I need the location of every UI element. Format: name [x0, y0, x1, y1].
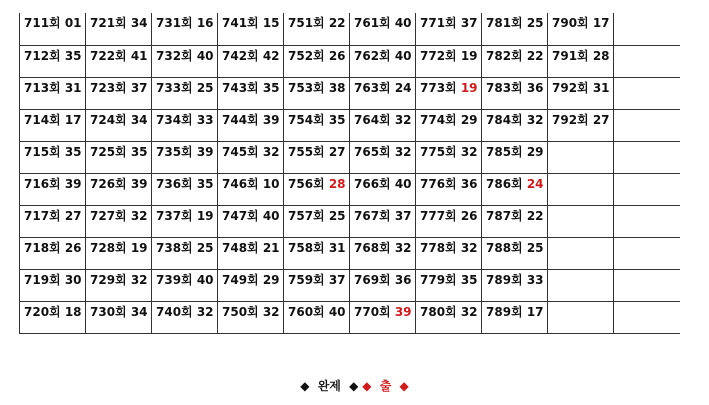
table-cell: [614, 173, 680, 205]
round-label: 743회: [222, 80, 263, 95]
round-value: 40: [196, 272, 214, 287]
round-label: 782회: [486, 48, 527, 63]
table-cell: [218, 173, 284, 205]
round-label: 729회: [90, 272, 131, 287]
table-cell: [218, 13, 284, 45]
round-label: 754회: [288, 112, 329, 127]
table-cell: [218, 109, 284, 141]
round-value: 27: [64, 208, 82, 223]
round-label: 720회: [24, 304, 65, 319]
red-diamond-icon: ◆: [399, 379, 409, 393]
table-cell: [614, 269, 680, 301]
table-cell: [152, 109, 218, 141]
table-cell: [482, 205, 548, 237]
round-value: 37: [130, 80, 148, 95]
round-value: 32: [460, 144, 478, 159]
round-label: 748회: [222, 240, 263, 255]
round-label: 761회: [354, 16, 395, 30]
table-cell: [482, 269, 548, 301]
table-cell: [614, 109, 680, 141]
round-label: 749회: [222, 272, 263, 287]
table-cell: [218, 205, 284, 237]
round-label: 758회: [288, 240, 329, 255]
round-value: 38: [328, 80, 346, 95]
round-label: 755회: [288, 144, 329, 159]
table-cell: [20, 13, 86, 45]
table-cell: [86, 205, 152, 237]
round-value: 16: [196, 16, 214, 30]
round-label: 726회: [90, 176, 131, 191]
round-value: 32: [262, 304, 280, 319]
table-cell: [86, 269, 152, 301]
round-label: 740회: [156, 304, 197, 319]
round-label: 786회: [486, 176, 527, 191]
round-label: 721회: [90, 16, 131, 30]
table-cell: [20, 141, 86, 173]
round-value: 26: [328, 48, 346, 63]
table-cell: [20, 45, 86, 77]
round-value: 27: [592, 112, 610, 127]
round-value: 34: [130, 16, 148, 30]
table-cell: [614, 45, 680, 77]
table-cell: [416, 301, 482, 333]
legend: [0, 377, 709, 394]
table-cell: [416, 45, 482, 77]
round-label: 742회: [222, 48, 263, 63]
round-label: 768회: [354, 240, 395, 255]
table-cell: [86, 13, 152, 45]
table-cell: [416, 13, 482, 45]
round-label: 730회: [90, 304, 131, 319]
table-cell: [614, 237, 680, 269]
round-label: 714회: [24, 112, 65, 127]
table-cell: [548, 237, 614, 269]
round-label: 738회: [156, 240, 197, 255]
table-cell: [86, 77, 152, 109]
round-label: 775회: [420, 144, 461, 159]
round-value: 36: [526, 80, 544, 95]
round-label: 750회: [222, 304, 263, 319]
table-cell: [86, 173, 152, 205]
table-cell: [350, 237, 416, 269]
table-cell: [416, 173, 482, 205]
round-label: 746회: [222, 176, 263, 191]
round-label: 718회: [24, 240, 65, 255]
round-value: 40: [394, 48, 412, 63]
round-label: 792회: [552, 80, 593, 95]
round-label: 756회: [288, 176, 329, 191]
table-row: [20, 77, 680, 109]
table-cell: [284, 237, 350, 269]
round-value: 32: [262, 144, 280, 159]
table-cell: [416, 205, 482, 237]
round-value: 25: [196, 240, 214, 255]
round-label: 790회: [552, 16, 593, 30]
round-value: 31: [328, 240, 346, 255]
round-value: 34: [130, 304, 148, 319]
table-cell: [20, 173, 86, 205]
round-value: 32: [394, 112, 412, 127]
round-label: 744회: [222, 112, 263, 127]
round-value: 24: [526, 176, 544, 191]
table-cell: [350, 109, 416, 141]
round-value: 40: [196, 48, 214, 63]
table-cell: [20, 269, 86, 301]
table-cell: [218, 77, 284, 109]
table-cell: [350, 13, 416, 45]
round-value: 22: [328, 16, 346, 30]
round-label: 725회: [90, 144, 131, 159]
round-label: 716회: [24, 176, 65, 191]
round-value: 19: [460, 80, 478, 95]
round-label: 760회: [288, 304, 329, 319]
table-cell: [482, 109, 548, 141]
table-cell: [548, 269, 614, 301]
table-cell: [548, 141, 614, 173]
round-label: 724회: [90, 112, 131, 127]
round-value: 25: [196, 80, 214, 95]
round-label: 774회: [420, 112, 461, 127]
round-value: 39: [64, 176, 82, 191]
round-label: 752회: [288, 48, 329, 63]
table-row: [20, 109, 680, 141]
round-value: 29: [262, 272, 280, 287]
table-cell: [20, 301, 86, 333]
table-cell: [218, 237, 284, 269]
table-cell: [482, 77, 548, 109]
table-cell: [284, 13, 350, 45]
round-label: 781회: [486, 16, 527, 30]
table-cell: [482, 173, 548, 205]
round-value: 35: [328, 112, 346, 127]
table-row: [20, 205, 680, 237]
table-cell: [20, 77, 86, 109]
round-value: 25: [526, 16, 544, 30]
round-label: 777회: [420, 208, 461, 223]
round-label: 711회: [24, 16, 65, 30]
round-label: 771회: [420, 16, 461, 30]
round-value: 25: [328, 208, 346, 223]
round-value: 25: [526, 240, 544, 255]
table-cell: [284, 269, 350, 301]
round-value: 41: [130, 48, 148, 63]
table-cell: [152, 237, 218, 269]
round-label: 715회: [24, 144, 65, 159]
round-value: 24: [394, 80, 412, 95]
round-value: 31: [64, 80, 82, 95]
round-value: 21: [262, 240, 280, 255]
round-value: 32: [130, 208, 148, 223]
table-cell: [350, 141, 416, 173]
round-value: 39: [394, 304, 412, 319]
table-cell: [548, 13, 614, 45]
round-value: 28: [592, 48, 610, 63]
round-value: 18: [64, 304, 82, 319]
round-label: 780회: [420, 304, 461, 319]
round-value: 36: [460, 176, 478, 191]
table-cell: [482, 237, 548, 269]
round-value: 01: [64, 16, 82, 30]
table-cell: [86, 141, 152, 173]
round-label: 745회: [222, 144, 263, 159]
round-value: 35: [130, 144, 148, 159]
round-label: 741회: [222, 16, 263, 30]
table-row: [20, 13, 680, 45]
table-cell: [416, 237, 482, 269]
table-cell: [152, 173, 218, 205]
round-label: 765회: [354, 144, 395, 159]
round-label: 792회: [552, 112, 593, 127]
table-cell: [548, 205, 614, 237]
round-value: 35: [64, 144, 82, 159]
table-cell: [548, 173, 614, 205]
table-cell: [614, 77, 680, 109]
round-value: 42: [262, 48, 280, 63]
table-cell: [614, 141, 680, 173]
table-cell: [350, 173, 416, 205]
round-value: 34: [130, 112, 148, 127]
legend-label-out: 출: [379, 379, 392, 393]
round-value: 32: [394, 144, 412, 159]
round-value: 33: [526, 272, 544, 287]
round-value: 36: [394, 272, 412, 287]
table-cell: [482, 45, 548, 77]
table-cell: [86, 109, 152, 141]
table-row: [20, 45, 680, 77]
round-label: 778회: [420, 240, 461, 255]
table-cell: [86, 237, 152, 269]
round-label: 712회: [24, 48, 65, 63]
table-cell: [614, 13, 680, 45]
table-row: [20, 141, 680, 173]
round-label: 727회: [90, 208, 131, 223]
round-label: 789회: [486, 304, 527, 319]
round-value: 29: [460, 112, 478, 127]
table-cell: [350, 205, 416, 237]
round-label: 763회: [354, 80, 395, 95]
round-label: 762회: [354, 48, 395, 63]
round-label: 767회: [354, 208, 395, 223]
round-label: 764회: [354, 112, 395, 127]
table-cell: [284, 173, 350, 205]
round-label: 773회: [420, 80, 461, 95]
round-label: 784회: [486, 112, 527, 127]
round-value: 37: [394, 208, 412, 223]
round-value: 35: [196, 176, 214, 191]
table-cell: [482, 141, 548, 173]
table-cell: [284, 45, 350, 77]
round-label: 776회: [420, 176, 461, 191]
round-value: 32: [196, 304, 214, 319]
round-value: 19: [196, 208, 214, 223]
round-label: 759회: [288, 272, 329, 287]
round-label: 747회: [222, 208, 263, 223]
round-value: 19: [460, 48, 478, 63]
round-value: 30: [64, 272, 82, 287]
round-value: 32: [526, 112, 544, 127]
round-label: 722회: [90, 48, 131, 63]
table-cell: [350, 301, 416, 333]
table-cell: [20, 237, 86, 269]
table-cell: [284, 205, 350, 237]
table-cell: [86, 301, 152, 333]
table-cell: [548, 301, 614, 333]
table-cell: [152, 77, 218, 109]
round-value: 17: [592, 16, 610, 30]
round-value: 10: [262, 176, 280, 191]
round-label: 713회: [24, 80, 65, 95]
red-diamond-icon: ◆: [362, 379, 372, 393]
table-row: [20, 269, 680, 301]
round-value: 27: [328, 144, 346, 159]
round-value: 40: [394, 176, 412, 191]
table-row: [20, 173, 680, 205]
round-value: 15: [262, 16, 280, 30]
table-row: [20, 301, 680, 333]
round-value: 17: [64, 112, 82, 127]
round-value: 19: [130, 240, 148, 255]
table-cell: [284, 77, 350, 109]
round-label: 770회: [354, 304, 395, 319]
round-value: 39: [130, 176, 148, 191]
round-value: 26: [64, 240, 82, 255]
round-label: 779회: [420, 272, 461, 287]
round-value: 26: [460, 208, 478, 223]
round-label: 787회: [486, 208, 527, 223]
round-value: 39: [262, 112, 280, 127]
round-label: 789회: [486, 272, 527, 287]
black-diamond-icon: ◆: [300, 379, 310, 393]
round-label: 719회: [24, 272, 65, 287]
round-value: 39: [196, 144, 214, 159]
table-cell: [218, 269, 284, 301]
round-value: 29: [526, 144, 544, 159]
table-cell: [86, 45, 152, 77]
round-value: 32: [394, 240, 412, 255]
round-label: 785회: [486, 144, 527, 159]
table-cell: [416, 109, 482, 141]
table-cell: [416, 141, 482, 173]
round-label: 732회: [156, 48, 197, 63]
round-label: 728회: [90, 240, 131, 255]
round-label: 731회: [156, 16, 197, 30]
table-cell: [350, 77, 416, 109]
table-cell: [218, 301, 284, 333]
table-cell: [350, 269, 416, 301]
results-table: [19, 13, 680, 334]
round-value: 40: [262, 208, 280, 223]
legend-label-complete: 완제: [317, 379, 341, 393]
round-value: 32: [460, 240, 478, 255]
table-cell: [152, 205, 218, 237]
round-label: 788회: [486, 240, 527, 255]
table-cell: [218, 141, 284, 173]
table-cell: [614, 301, 680, 333]
table-cell: [284, 141, 350, 173]
black-diamond-icon: ◆: [349, 379, 359, 393]
round-label: 766회: [354, 176, 395, 191]
table-cell: [218, 45, 284, 77]
round-label: 733회: [156, 80, 197, 95]
round-value: 22: [526, 48, 544, 63]
round-label: 735회: [156, 144, 197, 159]
table-cell: [152, 141, 218, 173]
table-cell: [152, 269, 218, 301]
round-value: 17: [526, 304, 544, 319]
round-label: 723회: [90, 80, 131, 95]
round-label: 791회: [552, 48, 593, 63]
round-label: 736회: [156, 176, 197, 191]
round-value: 31: [592, 80, 610, 95]
round-label: 737회: [156, 208, 197, 223]
table-cell: [284, 109, 350, 141]
round-label: 769회: [354, 272, 395, 287]
round-label: 734회: [156, 112, 197, 127]
table-cell: [482, 13, 548, 45]
round-value: 32: [460, 304, 478, 319]
round-value: 28: [328, 176, 346, 191]
round-label: 772회: [420, 48, 461, 63]
round-value: 35: [262, 80, 280, 95]
round-value: 40: [394, 16, 412, 30]
table-cell: [614, 205, 680, 237]
round-value: 33: [196, 112, 214, 127]
round-value: 32: [130, 272, 148, 287]
table-cell: [416, 269, 482, 301]
table-cell: [548, 109, 614, 141]
round-label: 753회: [288, 80, 329, 95]
round-label: 739회: [156, 272, 197, 287]
table-cell: [548, 77, 614, 109]
table-cell: [482, 301, 548, 333]
round-value: 35: [64, 48, 82, 63]
table-cell: [20, 205, 86, 237]
table-cell: [416, 77, 482, 109]
round-value: 40: [328, 304, 346, 319]
table-cell: [350, 45, 416, 77]
table-cell: [152, 301, 218, 333]
table-row: [20, 237, 680, 269]
round-value: 37: [328, 272, 346, 287]
round-value: 35: [460, 272, 478, 287]
round-label: 757회: [288, 208, 329, 223]
table-cell: [284, 301, 350, 333]
table-cell: [152, 13, 218, 45]
round-label: 751회: [288, 16, 329, 30]
round-value: 22: [526, 208, 544, 223]
round-label: 783회: [486, 80, 527, 95]
table-cell: [20, 109, 86, 141]
table-cell: [152, 45, 218, 77]
round-value: 37: [460, 16, 478, 30]
table-cell: [548, 45, 614, 77]
round-label: 717회: [24, 208, 65, 223]
